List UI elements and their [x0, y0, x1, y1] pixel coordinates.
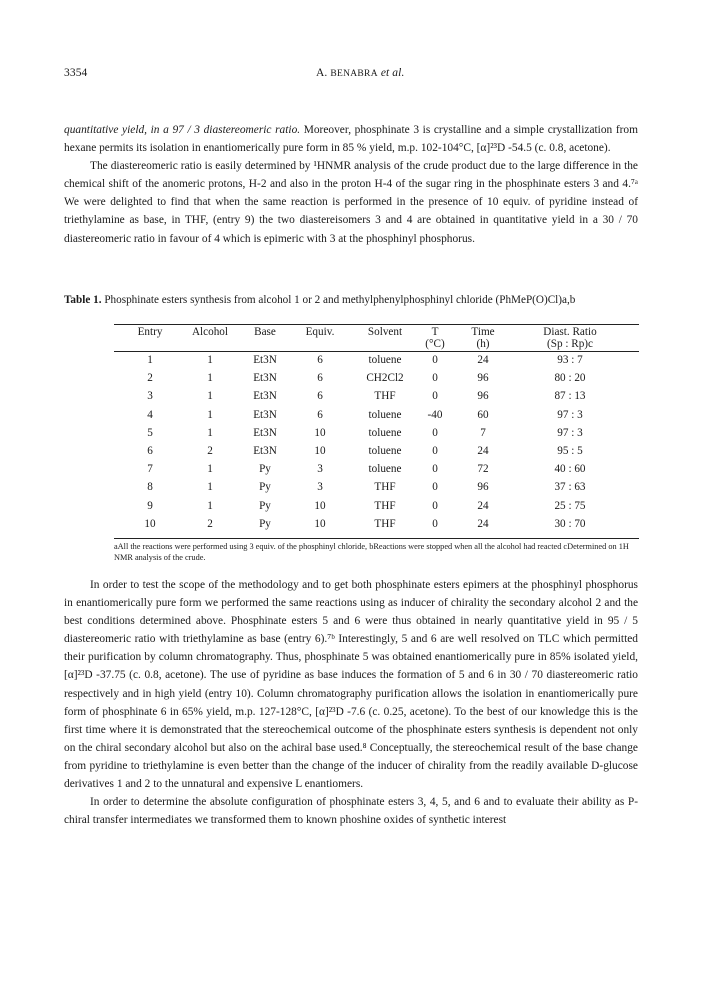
cell-base: Et3N — [253, 408, 277, 421]
cell-entry: 1 — [147, 354, 153, 366]
cell-time: 24 — [477, 445, 489, 457]
cell-alcohol: 1 — [207, 390, 213, 403]
cell-base: Py — [259, 463, 271, 476]
continuation-text: Moreover, phosphinate 3 is crystalline and a simple crystallization from hexane permits its isolation in enantiomerically pure form in 85 % yield, m.p. 102-104°C, [α]²³D -54.5 (c. 0.8, acetone). — [64, 124, 638, 155]
col-header-temperature: T — [431, 326, 439, 338]
cell-time: 24 — [477, 517, 489, 530]
cell-equiv: 6 — [317, 354, 323, 366]
cell-alcohol: 2 — [207, 517, 213, 530]
col-header-temperature-unit: (°C) — [425, 338, 445, 350]
cell-equiv: 6 — [317, 372, 323, 385]
cell-entry: 9 — [147, 499, 153, 512]
cell-temperature: 0 — [432, 426, 438, 439]
cell-temperature: 0 — [432, 517, 438, 530]
cell-temperature: 0 — [432, 481, 438, 494]
table-caption — [64, 294, 638, 307]
cell-equiv: 10 — [314, 445, 326, 457]
author-surname: BENABRA — [330, 69, 378, 79]
cell-base: Py — [259, 481, 271, 494]
cell-equiv: 3 — [317, 463, 323, 476]
cell-ratio: 40 : 60 — [554, 463, 586, 476]
cell-entry: 4 — [147, 408, 153, 421]
cell-alcohol: 2 — [207, 445, 213, 457]
table-bottom-rule — [114, 538, 639, 539]
cell-alcohol: 1 — [207, 426, 213, 439]
cell-temperature: 0 — [432, 354, 438, 366]
cell-ratio: 80 : 20 — [554, 372, 586, 385]
col-header-entry: Entry — [137, 326, 163, 338]
cell-temperature: -40 — [427, 408, 443, 421]
table-row — [0, 445, 701, 462]
cell-entry: 2 — [147, 372, 153, 385]
cell-ratio: 25 : 75 — [554, 499, 586, 512]
table-footnote: aAll the reactions were performed using 3 equiv. of the phosphinyl chloride, bReactions were stopped when all the alcohol had reacted cDetermined on 1H NMR analysis of the crude. — [114, 542, 629, 562]
table-row — [0, 427, 701, 444]
cell-alcohol: 1 — [207, 372, 213, 385]
cell-alcohol: 1 — [207, 463, 213, 476]
cell-base: Py — [259, 517, 271, 530]
cell-base: Et3N — [253, 354, 277, 366]
cell-equiv: 3 — [317, 481, 323, 494]
cell-ratio: 97 : 3 — [557, 426, 583, 439]
cell-ratio: 30 : 70 — [554, 517, 586, 530]
cell-temperature: 0 — [432, 445, 438, 457]
cell-alcohol: 1 — [207, 481, 213, 494]
cell-alcohol: 1 — [207, 354, 213, 366]
cell-time: 24 — [477, 354, 489, 366]
cell-time: 96 — [477, 481, 489, 494]
cell-base: Et3N — [253, 426, 277, 439]
body-text-bottom — [64, 576, 638, 829]
running-header-authors — [316, 67, 404, 79]
table-row — [0, 354, 701, 371]
table-row — [0, 390, 701, 407]
cell-ratio: 87 : 13 — [554, 390, 586, 403]
cell-equiv: 6 — [317, 408, 323, 421]
cell-entry: 7 — [147, 463, 153, 476]
cell-solvent: toluene — [368, 445, 402, 457]
col-header-ratio-unit: (Sp : Rp)c — [547, 338, 593, 350]
table-caption-text: Phosphinate esters synthesis from alcohol 1 or 2 and methylphenylphosphinyl chloride (PhMeP(O)Cl)a,b — [101, 294, 576, 306]
cell-time: 7 — [480, 426, 486, 439]
col-header-time-unit: (h) — [476, 338, 490, 350]
cell-base: Et3N — [253, 445, 277, 457]
paragraph-absolute-config: In order to determine the absolute configuration of phosphinate esters 3, 4, 5, and 6 and to evaluate their ability as P-chiral transfer intermediates we transformed them to known phoshine oxides of synthetic interest — [64, 796, 638, 827]
paragraph-continuation — [64, 121, 638, 157]
cell-entry: 6 — [147, 445, 153, 457]
cell-solvent: toluene — [368, 463, 402, 476]
paragraph-diastereomeric-ratio: The diastereomeric ratio is easily determined by ¹HNMR analysis of the crude product due to the large difference in the chemical shift of the anomeric protons, H-2 and also in the proton H-4 of the sugar ring in the phosphinate esters 3 and 4.⁷ᵃ We were delighted to find that when the same reaction is performed in the presence of 10 equiv. of pyridine instead of triethylamine as base, in THF, (entry 9) the two diastereisomers 3 and 4 are obtained in quantitative yield in a 30 / 70 diastereomeric ratio in favour of 4 which is epimeric with 3 at the phosphinyl phosphorus. — [64, 160, 638, 245]
col-header-base: Base — [254, 326, 276, 338]
cell-entry: 8 — [147, 481, 153, 494]
author-prefix: A. — [316, 67, 331, 79]
cell-solvent: THF — [374, 481, 396, 494]
table-header-rule — [114, 351, 639, 352]
page-number: 3354 — [64, 67, 88, 79]
cell-time: 96 — [477, 390, 489, 403]
cell-equiv: 10 — [314, 499, 326, 512]
cell-base: Py — [259, 499, 271, 512]
cell-solvent: toluene — [368, 354, 402, 366]
cell-solvent: THF — [374, 499, 396, 512]
col-header-time: Time — [471, 326, 495, 338]
cell-time: 60 — [477, 408, 489, 421]
cell-solvent: CH2Cl2 — [366, 372, 404, 385]
cell-entry: 3 — [147, 390, 153, 403]
cell-equiv: 10 — [314, 426, 326, 439]
cell-time: 24 — [477, 499, 489, 512]
table-top-rule — [114, 324, 639, 325]
table-row — [0, 463, 701, 480]
cell-equiv: 6 — [317, 390, 323, 403]
cell-alcohol: 1 — [207, 499, 213, 512]
cell-alcohol: 1 — [207, 408, 213, 421]
cell-ratio: 95 : 5 — [557, 445, 583, 457]
continuation-italic: quantitative yield, in a 97 / 3 diastereomeric ratio. — [64, 124, 301, 136]
table-caption-label: Table 1. — [64, 294, 102, 306]
cell-temperature: 0 — [432, 390, 438, 403]
cell-solvent: toluene — [368, 408, 402, 421]
table-row — [0, 409, 701, 426]
col-header-alcohol: Alcohol — [191, 326, 229, 338]
cell-base: Et3N — [253, 390, 277, 403]
cell-ratio: 93 : 7 — [557, 354, 583, 366]
cell-time: 72 — [477, 463, 489, 476]
cell-temperature: 0 — [432, 463, 438, 476]
cell-temperature: 0 — [432, 499, 438, 512]
cell-solvent: toluene — [368, 426, 402, 439]
table-row — [0, 518, 701, 535]
cell-equiv: 10 — [314, 517, 326, 530]
cell-time: 96 — [477, 372, 489, 385]
cell-ratio: 97 : 3 — [557, 408, 583, 421]
table-row — [0, 481, 701, 498]
cell-base: Et3N — [253, 372, 277, 385]
cell-solvent: THF — [374, 390, 396, 403]
cell-entry: 10 — [144, 517, 156, 530]
col-header-solvent: Solvent — [367, 326, 403, 338]
paragraph-scope: In order to test the scope of the methodology and to get both phosphinate esters epimers at the phosphinyl phosphorus in enantiomerically pure form we performed the same reactions using as inducer of chirality the secondary alcohol 2 and the best conditions determined above. Phosphinate esters 5 and 6 were thus obtained in nearly quantitative yield in 95 / 5 diastereomeric ratio with triethylamine as base (entry 6).⁷ᵇ Interestingly, 5 and 6 are well resolved on TLC which permitted their purification by column chromatography. Thus, phosphinate 5 was obtained enantiomerically pure in 85% isolated yield, [α]²³D -37.75 (c. 0.8, acetone). The use of pyridine as base induces the formation of 5 and 6 in 30 / 70 diastereomeric ratio respectively and in high yield (entry 10). Column chromatography purification allows the isolation in enantiomerically pure form of phosphinate 6 in 65% yield, m.p. 127-128°C, [α]²³D -7.6 (c. 0.25, acetone). To the best of our knowledge this is the first time where it is demonstrated that the stereochemical outcome of the phosphinate esters synthesis is dependent not only on the chiral secondary alcohol but also on the achiral base used.⁸ Conceptually, the stereochemical result of the base change from pyridine to triethylamine is even better than the change of the inducer of chirality from the readily available D-glucose derivatives 1 and 2 to the unnatural and expensive L enantiomers. — [64, 579, 638, 791]
cell-ratio: 37 : 63 — [554, 481, 586, 494]
cell-solvent: THF — [374, 517, 396, 530]
col-header-ratio: Diast. Ratio — [543, 326, 597, 338]
cell-entry: 5 — [147, 426, 153, 439]
table-row — [0, 500, 701, 517]
col-header-equiv: Equiv. — [305, 326, 335, 338]
table-row — [0, 372, 701, 389]
author-suffix: et al. — [377, 67, 405, 79]
body-text-top — [64, 121, 638, 248]
cell-temperature: 0 — [432, 372, 438, 385]
